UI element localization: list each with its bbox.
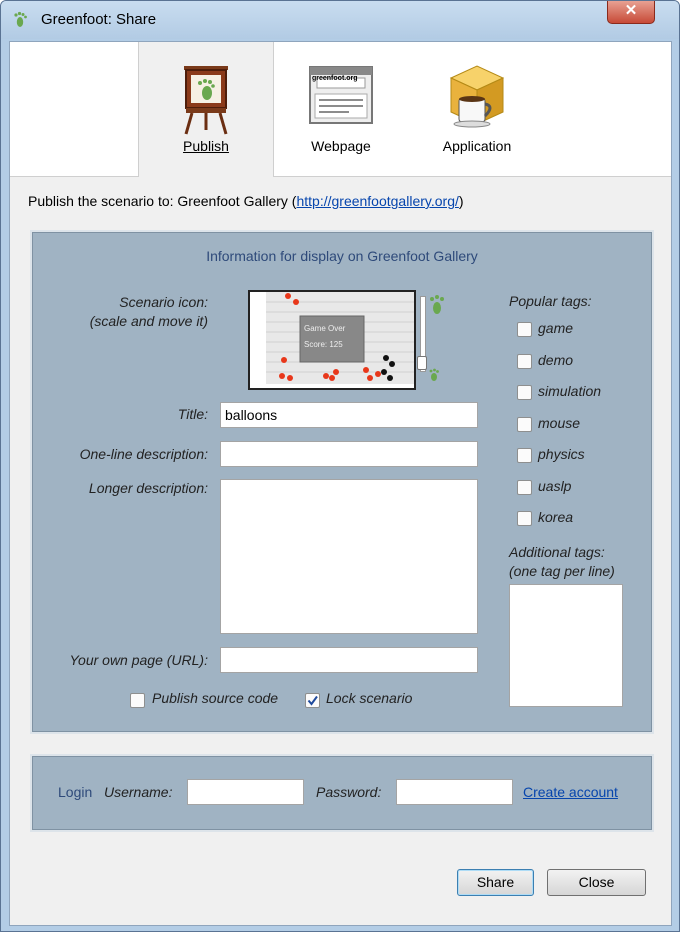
webpage-icon-header: greenfoot.org — [312, 75, 358, 82]
tag-label-game: game — [538, 320, 574, 336]
oneline-description-input[interactable] — [220, 441, 478, 467]
login-panel — [30, 754, 654, 832]
preview-score: Score: 125 — [304, 340, 343, 349]
publish-destination — [28, 193, 464, 209]
tab-publish[interactable] — [138, 42, 274, 177]
username-input[interactable] — [187, 779, 304, 805]
tag-label-physics: physics — [538, 446, 585, 462]
tag-checkbox-uaslp[interactable] — [517, 480, 532, 495]
publish-source-label: Publish source code — [152, 690, 279, 706]
tag-checkbox-physics[interactable] — [517, 448, 532, 463]
gallery-link[interactable]: http://greenfootgallery.org/ — [296, 193, 459, 209]
own-page-url-input[interactable] — [220, 647, 478, 673]
gallery-info-panel — [30, 230, 654, 734]
tag-label-uaslp: uaslp — [538, 477, 572, 494]
scenario-icon-label: Scenario icon: — [119, 294, 208, 310]
tab-publish-label: Publish — [183, 138, 229, 154]
zoom-in-foot-icon — [428, 294, 446, 316]
tag-label-demo: demo — [538, 351, 574, 368]
login-label: Login — [58, 784, 93, 800]
lock-scenario-checkbox[interactable] — [305, 693, 320, 708]
tag-label-korea: korea — [538, 509, 574, 525]
tag-checkbox-korea[interactable] — [517, 511, 532, 526]
title-input[interactable] — [220, 402, 478, 428]
easel-icon — [174, 62, 238, 136]
close-button[interactable]: Close — [547, 869, 646, 896]
tag-checkbox-demo[interactable] — [517, 354, 532, 369]
tag-checkbox-mouse[interactable] — [517, 417, 532, 432]
popular-tags-label: Popular tags: — [509, 293, 592, 309]
tab-webpage-label: Webpage — [311, 138, 371, 154]
password-input[interactable] — [396, 779, 513, 805]
username-label: Username: — [104, 784, 173, 800]
preview-game-over: Game Over — [304, 324, 346, 333]
url-label: Your own page (URL): — [69, 652, 208, 668]
panel-title: Information for display on Greenfoot Gallery — [206, 248, 478, 264]
window-title: Greenfoot: Share — [41, 11, 157, 28]
title-bar — [1, 1, 679, 39]
scenario-screenshot — [266, 292, 414, 384]
scenario-icon-preview[interactable] — [248, 290, 416, 390]
tag-label-simulation: simulation — [538, 383, 602, 399]
tab-application[interactable] — [410, 42, 544, 176]
lock-scenario-label: Lock scenario — [326, 690, 413, 706]
tag-label-mouse: mouse — [538, 414, 581, 431]
password-label: Password: — [316, 784, 382, 800]
tag-checkbox-simulation[interactable] — [517, 385, 532, 400]
publish-source-checkbox[interactable] — [130, 693, 145, 708]
tab-application-label: Application — [442, 138, 512, 154]
destination-prefix: Publish the scenario to: Greenfoot Gallery ( — [28, 193, 297, 209]
dialog-body — [9, 41, 672, 926]
export-type-toolbar — [10, 42, 671, 177]
window-close-button[interactable] — [607, 1, 655, 24]
tag-checkbox-game[interactable] — [517, 322, 532, 337]
title-label: Title: — [177, 406, 208, 422]
icon-scale-slider[interactable] — [417, 356, 427, 370]
create-account-link[interactable]: Create account — [523, 784, 618, 800]
additional-tags-hint: (one tag per line) — [509, 563, 615, 579]
destination-suffix: ) — [458, 193, 464, 209]
longer-label: Longer description: — [88, 480, 208, 496]
zoom-out-foot-icon — [428, 368, 440, 382]
scenario-icon-hint: (scale and move it) — [89, 313, 208, 329]
coffee-box-icon — [445, 62, 509, 132]
longer-description-input[interactable] — [220, 479, 478, 634]
additional-tags-input[interactable] — [509, 584, 623, 707]
close-icon: ✕ — [624, 2, 638, 19]
share-button[interactable]: Share — [457, 869, 534, 896]
additional-tags-label: Additional tags: — [509, 544, 605, 560]
tab-webpage[interactable] — [274, 42, 408, 176]
greenfoot-icon — [13, 11, 31, 29]
check-icon — [306, 694, 319, 707]
oneline-label: One-line description: — [79, 446, 208, 462]
